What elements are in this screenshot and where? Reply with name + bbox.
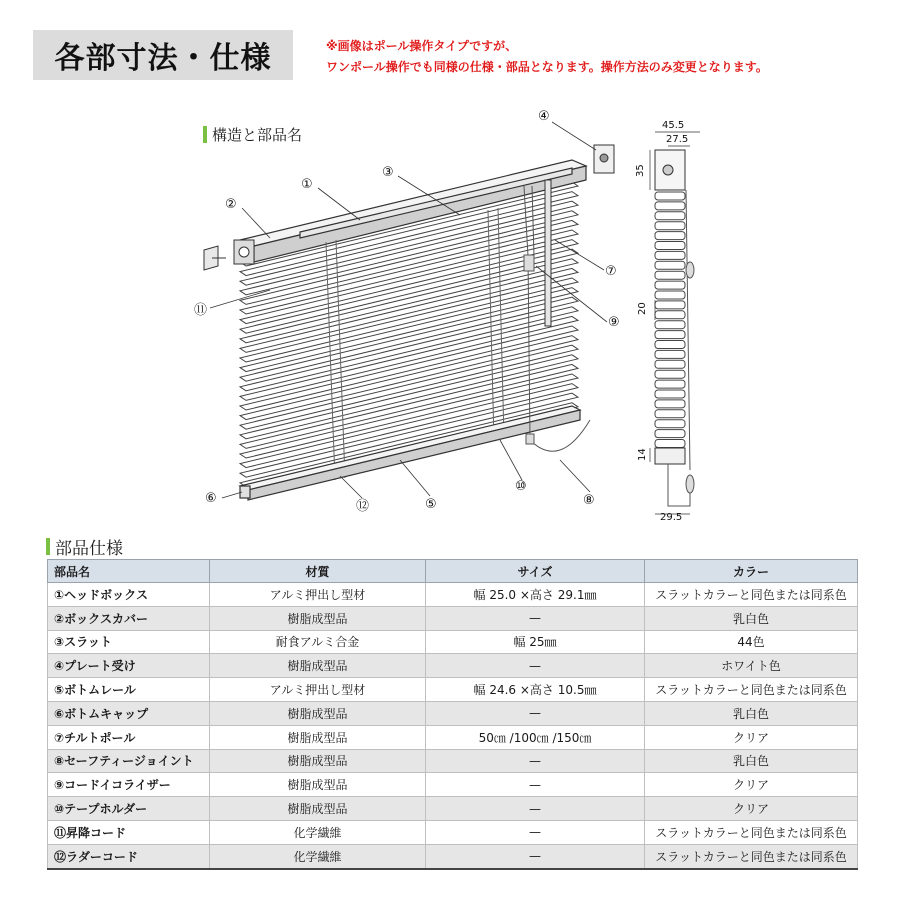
cell-size: —	[426, 654, 645, 678]
notice-line-2: ワンポール操作でも同様の仕様・部品となります。操作方法のみ変更となります。	[326, 60, 768, 74]
cell-color: クリア	[645, 797, 858, 821]
side-slat	[655, 430, 685, 438]
cell-size: —	[426, 701, 645, 725]
cell-size: —	[426, 820, 645, 844]
cell-part-name: ⑫ラダーコード	[48, 844, 210, 868]
page-title-box	[33, 30, 293, 80]
notice-text	[326, 36, 768, 78]
side-slat	[655, 440, 685, 448]
spec-section-heading	[46, 534, 123, 559]
side-slat	[655, 202, 685, 210]
side-slat	[655, 350, 685, 358]
cell-part-name: ②ボックスカバー	[48, 606, 210, 630]
cell-part-name: ⑦チルトポール	[48, 725, 210, 749]
dim-14: 14	[637, 448, 648, 461]
side-slat	[655, 242, 685, 250]
cell-part-name: ①ヘッドボックス	[48, 583, 210, 607]
side-slat	[655, 370, 685, 378]
side-slat	[655, 212, 685, 220]
cell-material: 樹脂成型品	[210, 797, 426, 821]
cell-size: —	[426, 749, 645, 773]
page-title: 各部寸法・仕様	[54, 41, 272, 76]
side-profile-diagram	[620, 112, 720, 522]
side-slat	[655, 321, 685, 329]
cell-material: 耐食アルミ合金	[210, 630, 426, 654]
dim-27-5: 27.5	[666, 134, 689, 145]
cell-color: 乳白色	[645, 606, 858, 630]
cell-part-name: ③スラット	[48, 630, 210, 654]
side-slat	[655, 380, 685, 388]
callout-9: ⑨	[608, 315, 620, 330]
callout-10: ⑩	[515, 479, 527, 494]
cell-size: —	[426, 797, 645, 821]
table-row	[48, 844, 858, 868]
cell-color: スラットカラーと同色または同系色	[645, 583, 858, 607]
cell-material: 化学繊維	[210, 844, 426, 868]
callout-11: ⑪	[194, 303, 208, 318]
table-body	[48, 583, 858, 869]
heading-accent-bar	[46, 538, 50, 555]
side-slat	[655, 281, 685, 289]
cell-material: 樹脂成型品	[210, 654, 426, 678]
parts-spec-table	[47, 559, 858, 870]
callout-12: ⑫	[356, 499, 370, 514]
side-slat	[655, 390, 685, 398]
callout-1: ①	[301, 177, 313, 192]
cell-color: 乳白色	[645, 749, 858, 773]
cell-part-name: ⑪昇降コード	[48, 820, 210, 844]
side-slat	[655, 420, 685, 428]
side-slat	[655, 222, 685, 230]
side-slat	[655, 301, 685, 309]
cell-size: 50㎝ /100㎝ /150㎝	[426, 725, 645, 749]
tilt-pole	[545, 180, 551, 326]
side-slat	[655, 331, 685, 339]
cell-size: 幅 24.6 ×高さ 10.5㎜	[426, 678, 645, 702]
blind-structure-diagram	[190, 100, 630, 520]
col-header-size: サイズ	[426, 560, 645, 583]
cell-color: スラットカラーと同色または同系色	[645, 844, 858, 868]
table-row	[48, 749, 858, 773]
table-row	[48, 701, 858, 725]
plate-receiver	[594, 145, 614, 173]
cell-color: スラットカラーと同色または同系色	[645, 678, 858, 702]
cell-size: —	[426, 844, 645, 868]
cell-material: 樹脂成型品	[210, 701, 426, 725]
cell-color: 乳白色	[645, 701, 858, 725]
cell-material: 樹脂成型品	[210, 606, 426, 630]
cell-material: 樹脂成型品	[210, 725, 426, 749]
side-slat-stack	[655, 192, 685, 448]
cell-part-name: ⑥ボトムキャップ	[48, 701, 210, 725]
cell-size: 幅 25㎜	[426, 630, 645, 654]
table-row	[48, 606, 858, 630]
side-slat	[655, 311, 685, 319]
cell-color: クリア	[645, 725, 858, 749]
cell-size: —	[426, 606, 645, 630]
cell-color: スラットカラーと同色または同系色	[645, 820, 858, 844]
cell-part-name: ⑨コードイコライザー	[48, 773, 210, 797]
cell-part-name: ⑤ボトムレール	[48, 678, 210, 702]
table-row	[48, 654, 858, 678]
cell-material: 樹脂成型品	[210, 773, 426, 797]
table-row	[48, 678, 858, 702]
box-cover	[234, 240, 254, 264]
callout-2: ②	[225, 197, 237, 212]
side-slat	[655, 400, 685, 408]
cell-part-name: ⑧セーフティージョイント	[48, 749, 210, 773]
table-row	[48, 797, 858, 821]
side-slat	[655, 232, 685, 240]
side-slat	[655, 291, 685, 299]
side-slat	[655, 192, 685, 200]
table-row	[48, 725, 858, 749]
cell-part-name: ④プレート受け	[48, 654, 210, 678]
callout-7: ⑦	[605, 264, 617, 279]
cell-material: 化学繊維	[210, 820, 426, 844]
col-header-material: 材質	[210, 560, 426, 583]
cell-part-name: ⑩テープホルダー	[48, 797, 210, 821]
end-cap	[204, 246, 226, 270]
cell-material: アルミ押出し型材	[210, 583, 426, 607]
cell-color: クリア	[645, 773, 858, 797]
cell-color: ホワイト色	[645, 654, 858, 678]
table-header-row	[48, 560, 858, 583]
table-row	[48, 820, 858, 844]
side-slat	[655, 261, 685, 269]
side-slat	[655, 271, 685, 279]
callout-8: ⑧	[583, 493, 595, 508]
side-slat	[655, 341, 685, 349]
side-slat	[655, 410, 685, 418]
callout-6: ⑥	[205, 491, 217, 506]
table-row	[48, 630, 858, 654]
col-header-part: 部品名	[48, 560, 210, 583]
structure-section-label: 構造と部品名	[212, 126, 303, 144]
callout-5: ⑤	[425, 497, 437, 512]
dim-29-5: 29.5	[660, 512, 683, 522]
dim-35: 35	[635, 164, 646, 177]
dim-45-5: 45.5	[662, 120, 685, 131]
cell-color: 44色	[645, 630, 858, 654]
cell-size: 幅 25.0 ×高さ 29.1㎜	[426, 583, 645, 607]
cell-material: アルミ押出し型材	[210, 678, 426, 702]
col-header-color: カラー	[645, 560, 858, 583]
table-row	[48, 583, 858, 607]
table-row	[48, 773, 858, 797]
side-slat	[655, 360, 685, 368]
side-slat	[655, 251, 685, 259]
spec-section-label: 部品仕様	[55, 539, 123, 559]
notice-line-1: ※画像はポール操作タイプですが、	[326, 39, 518, 53]
callout-3: ③	[382, 165, 394, 180]
dim-20: 20	[637, 302, 648, 315]
cell-size: —	[426, 773, 645, 797]
cell-material: 樹脂成型品	[210, 749, 426, 773]
callout-4: ④	[538, 109, 550, 124]
